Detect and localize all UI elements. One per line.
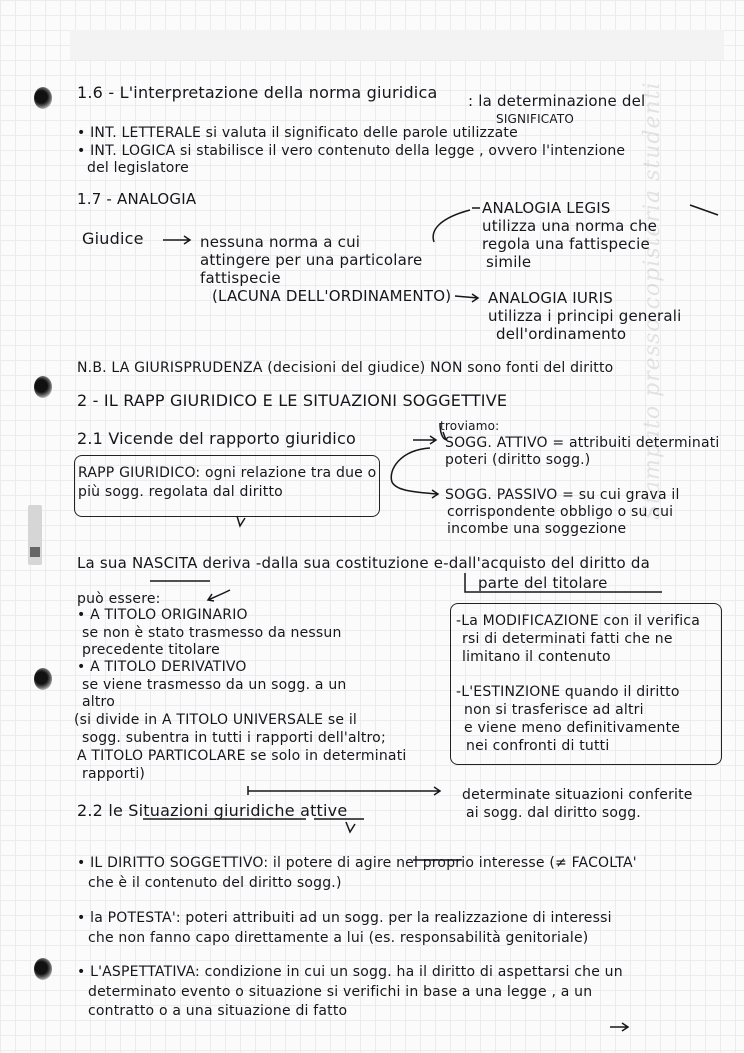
analogia-legis-line-3: simile	[486, 253, 532, 271]
diritto-soggettivo-line-1: • IL DIRITTO SOGGETTIVO: il potere di agire nel proprio interesse (≠ FACOLTA'	[77, 855, 637, 871]
analogia-iuris-title: ANALOGIA IURIS	[488, 289, 614, 307]
titolo-originario-line-1: se non è stato trasmesso da nessun	[82, 625, 342, 641]
sogg-passivo-line-2: corrispondente obbligo o su cui	[447, 504, 674, 520]
section-1-6-title: 1.6 - L'interpretazione della norma giuridica	[77, 83, 438, 102]
titolo-derivativo-line-2: altro	[82, 694, 115, 710]
analogia-legis-line-1: utilizza una norma che	[482, 217, 658, 235]
modificazione-line-1: -La MODIFICAZIONE con il verifica	[456, 613, 700, 629]
aspettativa-line-3: contratto o a una situazione di fatto	[88, 1003, 348, 1019]
nb-note: N.B. LA GIURISPRUDENZA (decisioni del giudice) NON sono fonti del diritto	[77, 360, 614, 376]
analogy-gap-line-3: fattispecie	[200, 269, 281, 287]
analogy-gap-line-2: attingere per una particolare	[200, 251, 423, 269]
modificazione-line-3: limitano il contenuto	[462, 649, 611, 665]
section-1-6-definition-word: SIGNIFICATO	[496, 112, 575, 126]
divide-line-1: (si divide in A TITOLO UNIVERSALE se il	[74, 712, 358, 728]
rapp-line-2: più sogg. regolata dal diritto	[78, 484, 283, 500]
section-2-title: 2 - IL RAPP GIURIDICO E LE SITUAZIONI SOGGETTIVE	[77, 391, 508, 410]
diritto-soggettivo-line-2: che è il contenuto del diritto sogg.)	[88, 875, 342, 891]
interpretation-literal: • INT. LETTERALE si valuta il significato delle parole utilizzate	[77, 125, 518, 141]
titolo-derivativo: • A TITOLO DERIVATIVO	[77, 659, 247, 675]
aspettativa-line-1: • L'ASPETTATIVA: condizione in cui un sogg. ha il diritto di aspettarsi che un	[77, 964, 623, 980]
potesta-line-2: che non fanno capo direttamente a lui (es. responsabilità genitoriale)	[88, 930, 589, 946]
interpretation-logical-cont: del legislatore	[87, 160, 189, 176]
estinzione-line-2: non si trasferisce ad altri	[464, 702, 644, 718]
aspettativa-line-2: determinato evento o situazione si verifichi in base a una legge , a un	[88, 984, 593, 1000]
estinzione-line-1: -L'ESTINZIONE quando il diritto	[456, 684, 680, 700]
estinzione-line-4: nei confronti di tutti	[466, 738, 610, 754]
situazioni-conferite-line-1: determinate situazioni conferite	[462, 787, 693, 803]
analogia-legis-title: ANALOGIA LEGIS	[482, 199, 611, 217]
section-1-7-title: 1.7 - ANALOGIA	[77, 190, 197, 208]
potesta-line-1: • la POTESTA': poteri attribuiti ad un sogg. per la realizzazione di interessi	[77, 910, 612, 926]
situazioni-conferite-line-2: ai sogg. dal diritto sogg.	[466, 805, 641, 821]
sogg-passivo-line-1: SOGG. PASSIVO = su cui grava il	[445, 487, 680, 503]
titolo-originario: • A TITOLO ORIGINARIO	[77, 607, 248, 623]
watermark: Stampato presso copisteria studenti	[640, 81, 665, 520]
nascita-line-1: La sua NASCITA deriva -dalla sua costituzione e-dall'acquisto del diritto da	[77, 554, 650, 572]
interpretation-logical: • INT. LOGICA si stabilisce il vero contenuto della legge , ovvero l'intenzione	[77, 143, 626, 159]
section-2-1-title: 2.1 Vicende del rapporto giuridico	[77, 429, 356, 448]
section-2-2-title: 2.2 le Situazioni giuridiche attive	[77, 801, 348, 820]
rapp-line-1: RAPP GIURIDICO: ogni relazione tra due o	[78, 465, 377, 481]
section-1-6-definition: : la determinazione del	[468, 92, 646, 110]
troviamo-label: troviamo:	[440, 419, 500, 433]
divide-line-2: sogg. subentra in tutti i rapporti dell'altro;	[82, 730, 386, 746]
analogia-iuris-line-1: utilizza i principi generali	[488, 307, 682, 325]
estinzione-line-3: e viene meno definitivamente	[464, 720, 681, 736]
divide-line-4: rapporti)	[82, 766, 146, 782]
analogy-giudice: Giudice	[82, 229, 144, 248]
analogy-gap-line-1: nessuna norma a cui	[200, 233, 361, 251]
analogia-iuris-line-2: dell'ordinamento	[496, 325, 627, 343]
nascita-line-2: parte del titolare	[478, 574, 608, 592]
titolo-derivativo-line-1: se viene trasmesso da un sogg. a un	[82, 677, 347, 693]
analogy-gap-line-4: (LACUNA DELL'ORDINAMENTO)	[212, 287, 452, 305]
sogg-attivo-line-2: poteri (diritto sogg.)	[445, 452, 591, 468]
analogia-legis-line-2: regola una fattispecie	[482, 235, 650, 253]
sogg-passivo-line-3: incombe una soggezione	[447, 521, 627, 537]
puo-essere: può essere:	[77, 591, 161, 607]
sogg-attivo-line-1: SOGG. ATTIVO = attribuiti determinati	[445, 435, 720, 451]
modificazione-line-2: rsi di determinati fatti che ne	[462, 631, 673, 647]
titolo-originario-line-2: precedente titolare	[82, 642, 220, 658]
divide-line-3: A TITOLO PARTICOLARE se solo in determinati	[77, 748, 407, 764]
